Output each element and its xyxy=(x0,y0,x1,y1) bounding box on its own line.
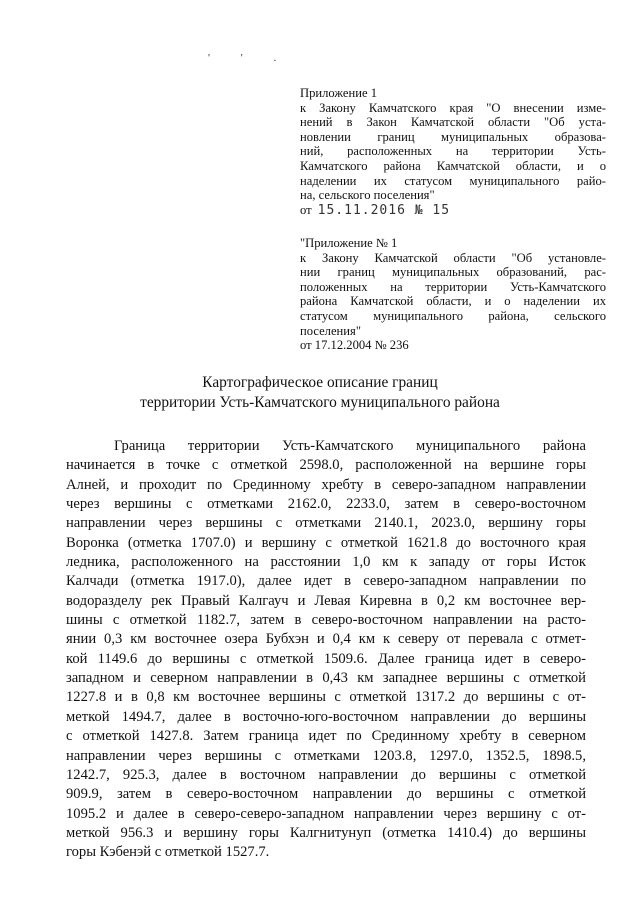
paragraph-line: горы Кэбенэй с отметкой 1527.7. xyxy=(66,844,270,861)
appendix-2-line: положенных на территории Усть-Камчатского xyxy=(300,279,606,294)
appendix-1-line: нений в Закон Камчатской области "Об уста- xyxy=(300,115,606,130)
appendix-1-line: ний, расположенных на территории Усть- xyxy=(300,144,606,159)
paragraph-line: шины с отметкой 1182.7, затем в северо-восточном направлении на расто- xyxy=(66,612,586,629)
paragraph-line: 1242.7, 925.3, далее в восточном направлении до вершины с отметкой xyxy=(66,766,586,783)
paragraph-line: Воронка (отметка 1707.0) и вершину с отметкой 1621.8 до восточного края xyxy=(66,534,586,551)
paragraph-line: Алней, и проходит по Срединному хребту в северо-западном направлении xyxy=(66,476,586,493)
date-prefix: от xyxy=(300,202,312,217)
boundary-description xyxy=(66,437,586,863)
paragraph-line: начинается в точке с отметкой 2598.0, расположенной на вершине горы xyxy=(66,457,586,474)
paragraph-line: водоразделу рек Правый Калгауч и Левая Киревна в 0,2 км восточнее вер- xyxy=(66,592,586,609)
appendix-2-line: от 17.12.2004 № 236 xyxy=(300,338,409,353)
scan-marks: ' ' . xyxy=(208,52,291,64)
appendix-2-line: нии границ муниципальных образований, рас- xyxy=(300,265,606,280)
paragraph-line: 909.9, затем в северо-восточном направлении до вершины с отметкой xyxy=(66,786,586,803)
paragraph-line: меткой 1494.7, далее в восточно-юго-восточном направлении до вершины xyxy=(66,708,586,725)
paragraph-line: меткой 956.3 и вершину горы Калгнитунуп (отметка 1410.4) до вершины xyxy=(66,824,586,841)
appendix-2-line: района Камчатской области, и о наделении их xyxy=(300,294,606,309)
appendix-2-label: "Приложение № 1 xyxy=(300,236,398,250)
appendix-1-line: новлении границ муниципальных образова- xyxy=(300,129,606,144)
paragraph-line: направлении через вершины с отметками 2140.1, 2023.0, вершину горы xyxy=(66,515,586,532)
appendix-1-line: к Закону Камчатского края "О внесении изме- xyxy=(300,100,606,115)
appendix-1-label: Приложение 1 xyxy=(300,86,378,100)
appendix-2-line: к Закону Камчатской области "Об установле- xyxy=(300,250,606,265)
paragraph-line: Калчади (отметка 1917.0), далее идет в северо-западном направлении по xyxy=(66,573,586,590)
appendix-2-line: поселения" xyxy=(300,323,361,338)
date-stamp: 15.11.2016 № 15 xyxy=(317,202,451,218)
paragraph-line: 1095.2 и далее в северо-северо-западном направлении через вершину с от- xyxy=(66,805,586,822)
appendix-2-line: статусом муниципального района, сельского xyxy=(300,308,606,323)
title-line-2: территории Усть-Камчатского муниципального района xyxy=(140,394,500,411)
paragraph-line: западном и северном направлении в 0,43 км западнее вершины с отметкой xyxy=(66,670,586,687)
appendix-1-line: на, сельского поселения" xyxy=(300,188,435,203)
paragraph-line: ледника, расположенного на расстоянии 1,0 км к западу от горы Исток xyxy=(66,554,586,571)
appendix-1-line: наделении их статусом муниципального райо- xyxy=(300,173,606,188)
document-title xyxy=(0,373,640,413)
paragraph-line: янии 0,3 км восточнее озера Бубхэн и 0,4 км к северу от перевала с отмет- xyxy=(66,631,586,648)
paragraph-line: кой 1149.6 до вершины с отметкой 1509.6. Далее граница идет в северо- xyxy=(66,650,586,667)
appendix-1-line: Камчатского района Камчатской области, и о xyxy=(300,158,606,173)
appendix-2-header xyxy=(300,236,606,353)
title-line-1: Картографическое описание границ xyxy=(202,374,438,391)
appendix-1-date-row xyxy=(300,203,606,219)
paragraph-line: с отметкой 1427.8. Затем граница идет по Срединному хребту в северном xyxy=(66,728,586,745)
paragraph-line: Граница территории Усть-Камчатского муниципального района xyxy=(114,438,586,454)
paragraph-line: через вершины с отметками 2162.0, 2233.0, затем в северо-восточном xyxy=(66,496,586,513)
paragraph-line: 1227.8 и в 0,8 км восточнее вершины с отметкой 1317.2 до вершины с от- xyxy=(66,689,586,706)
appendix-1-header xyxy=(300,86,606,218)
paragraph-line: направлении через вершины с отметками 1203.8, 1297.0, 1352.5, 1898.5, xyxy=(66,747,586,764)
